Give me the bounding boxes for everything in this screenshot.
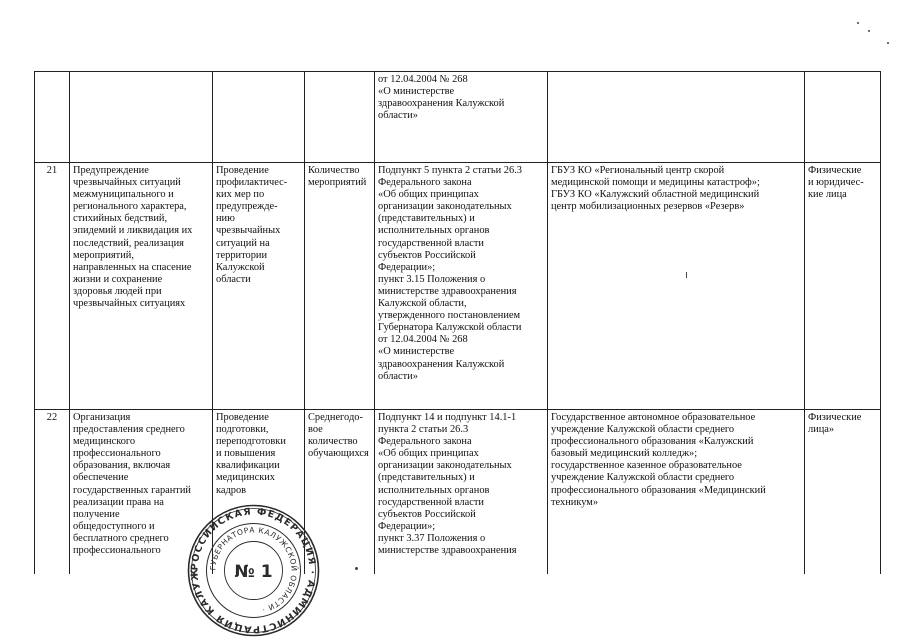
seal-inner-text: ГУБЕРНАТОРА КАЛУЖСКОЙ ОБЛАСТИ · (208, 525, 299, 615)
cell-executor: ГБУЗ КО «Региональный центр скорой медицинской помощи и медицины катастроф»; ГБУЗ КО «Калужский областной медицинский центр мобилизационных резервов «Резерв» (548, 163, 805, 410)
scan-speck (887, 42, 889, 44)
cell-recipient: Физические лица» (805, 410, 881, 575)
cell-action: Проведение профилактичес- ких мер по предупрежде- нию чрезвычайных ситуаций на территории Калужской области (213, 163, 305, 410)
cell-legal-basis: Подпункт 14 и подпункт 14.1-1 пункта 2 статьи 26.3 Федерального закона «Об общих принципах организации законодательных (представительных) и исполнительных органов государственной власти субъектов Российской Федерации»; пункт 3.37 Положения о министерстве здравоохранения (375, 410, 548, 575)
cell-executor (548, 72, 805, 163)
seal-number: № 1 (234, 562, 273, 582)
cell-recipient (805, 72, 881, 163)
scan-speck (868, 30, 870, 32)
scan-speck (857, 22, 859, 24)
register-table (34, 71, 881, 574)
cell-number: 21 (35, 163, 70, 410)
cell-recipient: Физические и юридичес- кие лица (805, 163, 881, 410)
cell-number: 22 (35, 410, 70, 575)
table-row (35, 410, 881, 575)
table-row (35, 72, 881, 163)
cell-legal-basis: от 12.04.2004 № 268 «О министерстве здравоохранения Калужской области» (375, 72, 548, 163)
cell-executor: Государственное автономное образовательное учреждение Калужской области среднего профессионального образования «Калужский базовый медицинский колледж»; государственное казенное образовательное учреждение Калужской области среднего профессионального образования «Медицинский техникум» (548, 410, 805, 575)
cell-action (213, 72, 305, 163)
seal-outer-text: РОССИЙСКАЯ ФЕДЕРАЦИЯ · АДМИНИСТРАЦИЯ КАЛУЖ (189, 506, 318, 635)
cell-legal-basis: Подпункт 5 пункта 2 статьи 26.3 Федерального закона «Об общих принципах организации законодательных (представительных) и исполнительных органов государственной власти субъектов Российской Федерации»; пункт 3.15 Положения о министерстве здравоохранения Калужской области, утвержденного постановлением Губернатора Калужской области от 12.04.2004 № 268 «О министерстве здравоохранения Калужской области» (375, 163, 548, 410)
cell-name: Предупреждение чрезвычайных ситуаций межмуниципального и регионального характера, стихийных бедствий, эпидемий и ликвидация их последствий, реализация мероприятий, направленных на спасение жизни и сохранение здоровья людей при чрезвычайных ситуациях (70, 163, 213, 410)
official-seal (186, 503, 321, 638)
cell-number (35, 72, 70, 163)
scan-speck (686, 272, 687, 278)
cell-indicator (305, 72, 375, 163)
table-row (35, 163, 881, 410)
scan-speck (355, 567, 358, 570)
seal-graphic (186, 503, 321, 638)
cell-name: Организация предоставления среднего медицинского профессионального образования, включая обеспечение государственных гарантий реализации права на получение общедоступного и бесплатного среднего профессионального (70, 410, 213, 575)
cell-indicator: Среднегодо- вое количество обучающихся (305, 410, 375, 575)
cell-indicator: Количество мероприятий (305, 163, 375, 410)
cell-action: Проведение подготовки, переподготовки и повышения квалификации медицинских кадров (213, 410, 305, 575)
cell-name (70, 72, 213, 163)
